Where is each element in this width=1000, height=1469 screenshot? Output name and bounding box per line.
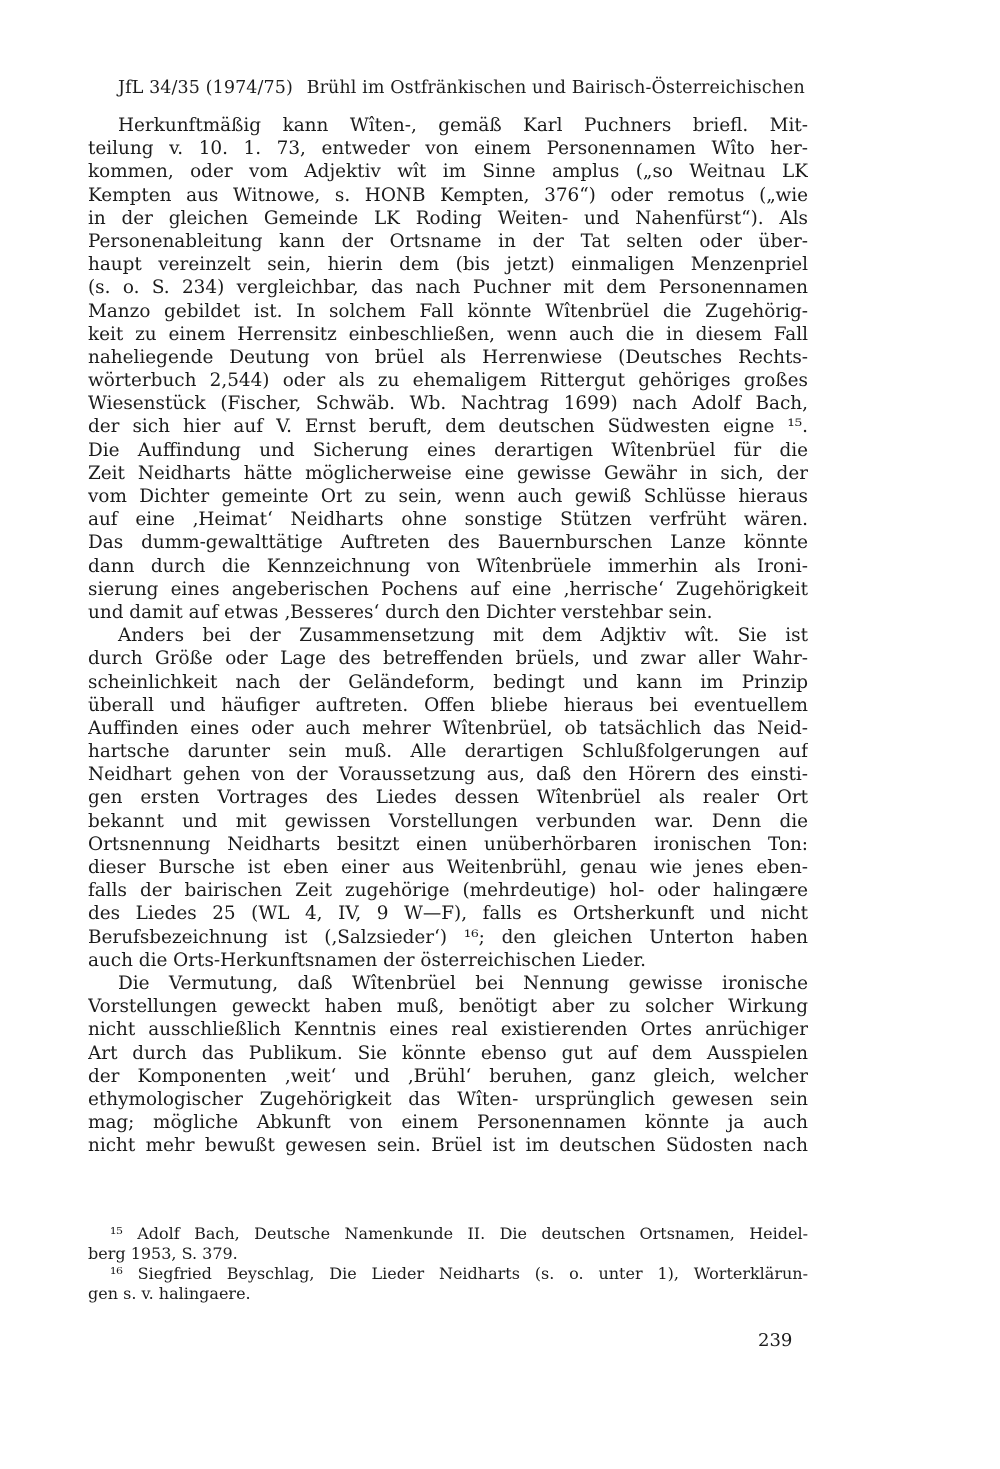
text-line: mag; mögliche Abkunft von einem Personennamen könnte ja auch [88, 1112, 808, 1134]
text-line: (s. o. S. 234) vergleichbar, das nach Puchner mit dem Personennamen [88, 277, 808, 299]
text-line: ethymologischer Zugehörigkeit das Wîten- ursprünglich gewesen sein [88, 1088, 808, 1110]
text-line: des Liedes 25 (WL 4, IV, 9 W—F), falls es Ortsherkunft und nicht [88, 903, 808, 925]
text-line: gen ersten Vortrages des Liedes dessen Wîtenbrüel als realer Ort [88, 787, 808, 809]
text-line: Zeit Neidharts hätte möglicherweise eine gewisse Gewähr in sich, der [88, 462, 808, 484]
text-line: der sich hier auf V. Ernst beruft, dem deutschen Südwesten eigne ¹⁵. [88, 416, 808, 438]
text-line: Berufsbezeichnung ist (‚Salzsieder‘) ¹⁶; den gleichen Unterton haben [88, 926, 808, 948]
text-line: kommen, oder vom Adjektiv wît im Sinne amplus („so Weitnau LK [88, 161, 808, 183]
text-line: auf eine ‚Heimat‘ Neidharts ohne sonstige Stützen verfrüht wären. [88, 509, 808, 531]
journal-reference: JfL 34/35 (1974/75) [118, 78, 293, 98]
text-line: Vorstellungen geweckt haben muß, benötigt aber zu solcher Wirkung [88, 996, 808, 1018]
running-head [118, 78, 808, 98]
text-line: haupt vereinzelt sein, hierin dem (bis jetzt) einmaligen Menzenpriel [88, 254, 808, 276]
paragraph-1 [88, 114, 808, 624]
text-line: durch Größe oder Lage des betreffenden brüels, und zwar aller Wahr- [88, 648, 808, 670]
paragraph-2 [88, 624, 808, 972]
page-number: 239 [758, 1330, 793, 1351]
text-line: in der gleichen Gemeinde LK Roding Weiten- und Nahenfürst“). Als [88, 207, 808, 229]
text-line: überall und häufiger auftreten. Offen bliebe hieraus bei eventuellem [88, 694, 808, 716]
footnote-line: ¹⁵ Adolf Bach, Deutsche Namenkunde II. Die deutschen Ortsnamen, Heidel- [110, 1224, 808, 1243]
text-line: Auffinden eines oder auch mehrer Wîtenbrüel, ob tatsächlich das Neid- [88, 717, 808, 739]
footnote-16 [88, 1264, 808, 1303]
text-line: nicht ausschließlich Kenntnis eines real existierenden Ortes anrüchiger [88, 1019, 808, 1041]
text-line: vom Dichter gemeinte Ort zu sein, wenn auch gewiß Schlüsse hieraus [88, 486, 808, 507]
text-line: Anders bei der Zusammensetzung mit dem Adjktiv wît. Sie ist [118, 625, 808, 647]
footnote-line: berg 1953, S. 379. [88, 1243, 238, 1263]
text-line: hartsche darunter sein muß. Alle derartigen Schlußfolgerungen auf [88, 741, 808, 763]
text-line: Das dumm-gewalttätige Auftreten des Bauernburschen Lanze könnte [88, 532, 808, 554]
footnote-line: gen s. v. halingaere. [88, 1283, 251, 1303]
running-title: Brühl im Ostfränkischen und Bairisch-Österreichischen [306, 78, 805, 98]
text-line: Manzo gebildet ist. In solchem Fall könnte Wîtenbrüel die Zugehörig- [88, 300, 808, 322]
text-line: Art durch das Publikum. Sie könnte ebenso gut auf dem Ausspielen [88, 1042, 808, 1064]
text-line: der Komponenten ‚weit‘ und ‚Brühl‘ beruhen, ganz gleich, welcher [88, 1065, 808, 1087]
footnote-line: ¹⁶ Siegfried Beyschlag, Die Lieder Neidharts (s. o. unter 1), Worterklärun- [110, 1264, 808, 1283]
text-line: naheliegende Deutung von brüel als Herrenwiese (Deutsches Rechts- [88, 346, 808, 368]
text-line: sierung eines angeberischen Pochens auf eine ‚herrische‘ Zugehörigkeit [88, 578, 808, 600]
footnote-15 [88, 1224, 808, 1263]
footnotes [88, 1224, 808, 1303]
text-line: Kempten aus Witnowe, s. HONB Kempten, 376“) oder remotus („wie [88, 184, 808, 206]
text-line: scheinlichkeit nach der Geländeform, bedingt und kann im Prinzip [88, 671, 808, 693]
text-line: Ortsnennung Neidharts besitzt einen unüberhörbaren ironischen Ton: [88, 833, 808, 855]
text-line: Personenableitung kann der Ortsname in der Tat selten oder über- [88, 230, 808, 252]
text-line: falls der bairischen Zeit zugehörige (mehrdeutige) hol- oder halingære [88, 880, 808, 902]
text-line: bekannt und mit gewissen Vorstellungen verbunden war. Denn die [88, 810, 808, 832]
text-line: und damit auf etwas ‚Besseres‘ durch den Dichter verstehbar sein. [88, 601, 713, 623]
text-line: dieser Bursche ist eben einer aus Weitenbrühl, genau wie jenes eben- [88, 857, 808, 878]
text-line: auch die Orts-Herkunftsnamen der österreichischen Lieder. [88, 949, 646, 971]
paragraph-3 [88, 972, 808, 1158]
text-line: Wiesenstück (Fischer, Schwäb. Wb. Nachtrag 1699) nach Adolf Bach, [88, 393, 808, 415]
text-line: Die Auffindung und Sicherung eines derartigen Wîtenbrüel für die [88, 439, 808, 461]
text-line: Neidhart gehen von der Voraussetzung aus, daß den Hörern des einsti- [88, 764, 808, 786]
text-line: wörterbuch 2,544) oder als zu ehemaligem Rittergut gehöriges großes [88, 370, 808, 392]
text-line: keit zu einem Herrensitz einbeschließen, wenn auch die in diesem Fall [88, 323, 808, 345]
text-line: dann durch die Kennzeichnung von Wîtenbrüele immerhin als Ironi- [88, 555, 808, 577]
text-line: Herkunftmäßig kann Wîten-, gemäß Karl Puchners briefl. Mit- [118, 115, 808, 136]
text-line: teilung v. 10. 1. 73, entweder von einem Personennamen Wîto her- [88, 138, 808, 160]
text-line: Die Vermutung, daß Wîtenbrüel bei Nennung gewisse ironische [118, 972, 808, 994]
body-text [88, 114, 808, 1157]
text-line: nicht mehr bewußt gewesen sein. Brüel ist im deutschen Südosten nach [88, 1135, 808, 1157]
